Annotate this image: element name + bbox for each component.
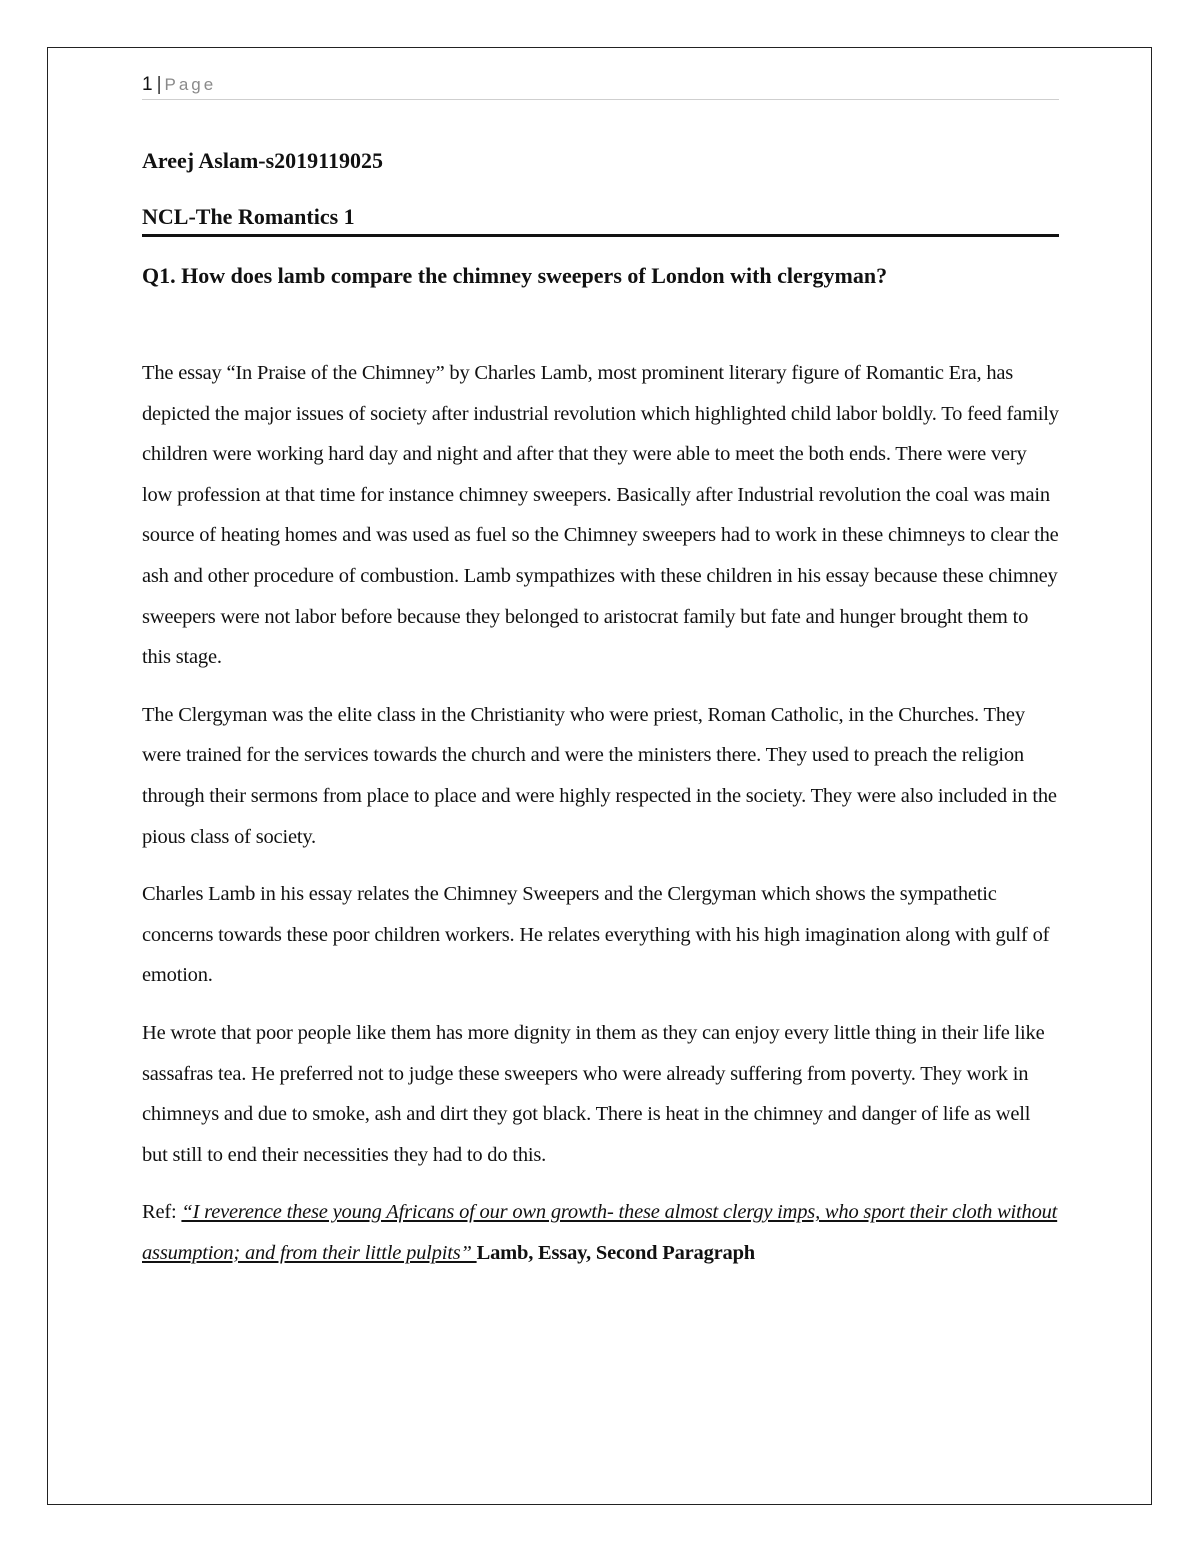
essay-body <box>142 353 1059 1273</box>
document-content <box>142 72 1059 1290</box>
reference-quote: “I reverence these young Africans of our own growth- these almost clergy imps, who sport their cloth without assumption; and from their little pulpits” <box>142 1201 1058 1264</box>
paragraph-4: He wrote that poor people like them has more dignity in them as they can enjoy every little thing in their life like sassafras tea. He preferred not to judge these sweepers who were already suffering from poverty. They work in chimneys and due to smoke, ash and dirt they got black. There is heat in the chimney and danger of life as well but still to end their necessities they had to do this. <box>142 1021 1045 1166</box>
page-number: 1 <box>142 74 153 95</box>
header-separator: | <box>156 74 162 95</box>
author-line: Areej Aslam-s2019119025 <box>142 148 383 173</box>
question-heading: Q1. How does lamb compare the chimney sweepers of London with clergyman? <box>142 263 888 288</box>
reference-source: Lamb, Essay, Second Paragraph <box>476 1241 756 1264</box>
paragraph-3: Charles Lamb in his essay relates the Chimney Sweepers and the Clergyman which shows the sympathetic concerns towards these poor children workers. He relates everything with his high imagination along with gulf of emotion. <box>142 883 1050 987</box>
reference-paragraph <box>142 1192 1059 1273</box>
paragraph-2: The Clergyman was the elite class in the Christianity who were priest, Roman Catholic, in the Churches. They were trained for the services towards the church and were the ministers there. They used to preach the religion through their sermons from place to place and were highly respected in the society. They were also included in the pious class of society. <box>142 703 1057 848</box>
reference-label: Ref: <box>142 1201 182 1224</box>
paragraph-1: The essay “In Praise of the Chimney” by Charles Lamb, most prominent literary figure of Romantic Era, has depicted the major issues of society after industrial revolution which highlighted child labor boldly. To feed family children were working hard day and night and after that they were able to meet the both ends. There were very low profession at that time for instance chimney sweepers. Basically after Industrial revolution the coal was main source of heating homes and was used as fuel so the Chimney sweepers had to work in these chimneys to clear the ash and other procedure of combustion. Lamb sympathizes with these children in his essay because these chimney sweepers were not labor before because they belonged to aristocrat family but fate and hunger brought them to this stage. <box>142 362 1059 669</box>
course-title: NCL-The Romantics 1 <box>142 202 1059 237</box>
page-label: Page <box>164 75 217 94</box>
page-header <box>142 72 1059 100</box>
